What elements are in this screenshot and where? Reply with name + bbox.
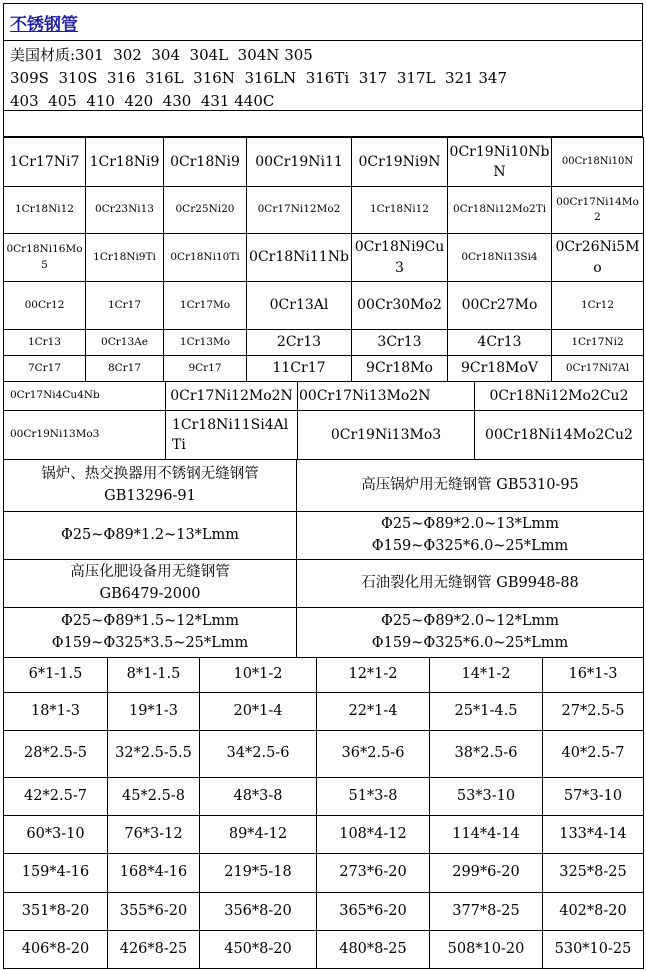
standard-code: GB13296-91 xyxy=(104,487,196,504)
grade-cell: 0Cr17Ni4Cu4Nb xyxy=(4,382,166,411)
size-cell: 325*8-25 xyxy=(543,854,644,893)
table-row xyxy=(4,693,644,731)
size-cell: 34*2.5-6 xyxy=(200,731,317,778)
blank-row xyxy=(3,111,643,137)
grade-cell: 00Cr17Ni14Mo2 xyxy=(552,187,644,234)
standard-title: 高压化肥设备用无缝钢管 xyxy=(70,563,230,580)
spec-line: Φ25~Φ89*1.5~12*Lmm xyxy=(60,612,240,629)
materials-line: 309S 310S 316 316L 316N 316LN 316Ti 317 317L 321 347 xyxy=(10,69,508,87)
size-cell: 351*8-20 xyxy=(4,893,108,931)
grade-cell: 7Cr17 xyxy=(4,356,86,382)
grade-cell: 3Cr13 xyxy=(352,330,448,356)
table-row xyxy=(4,608,644,658)
grade-cell: 0Cr17Ni12Mo2N xyxy=(166,382,298,411)
grade-cell: 0Cr19Ni9N xyxy=(352,138,448,187)
grade-cell: 0Cr19Ni13Mo3 xyxy=(298,411,475,460)
size-cell: 6*1-1.5 xyxy=(4,658,108,693)
size-cell: 25*1-4.5 xyxy=(430,693,543,731)
standard-cell: 石油裂化用无缝钢管 GB9948-88 xyxy=(297,560,644,608)
size-cell: 89*4-12 xyxy=(200,816,317,854)
grade-cell: 00Cr19Ni11 xyxy=(247,138,352,187)
materials-list xyxy=(10,44,507,113)
grade-cell: 1Cr13 xyxy=(4,330,86,356)
size-cell: 133*4-14 xyxy=(543,816,644,854)
size-cell: 51*3-8 xyxy=(317,778,430,816)
size-cell: 365*6-20 xyxy=(317,893,430,931)
table-row xyxy=(4,893,644,931)
table-row xyxy=(4,411,644,460)
grade-cell: 00Cr18Ni14Mo2Cu2 xyxy=(475,411,644,460)
standard-cell xyxy=(4,560,297,608)
size-cell: 8*1-1.5 xyxy=(108,658,200,693)
table-row xyxy=(4,512,644,560)
table-row xyxy=(4,658,644,693)
size-cell: 57*3-10 xyxy=(543,778,644,816)
grade-cell: 0Cr26Ni5Mo xyxy=(552,234,644,282)
size-cell: 60*3-10 xyxy=(4,816,108,854)
size-cell: 402*8-20 xyxy=(543,893,644,931)
size-cell: 36*2.5-6 xyxy=(317,731,430,778)
size-cell: 10*1-2 xyxy=(200,658,317,693)
size-cell: 355*6-20 xyxy=(108,893,200,931)
divider xyxy=(4,40,642,41)
grade-cell: 00Cr12 xyxy=(4,282,86,330)
grade-cell: 9Cr17 xyxy=(164,356,247,382)
grade-cell: 1Cr12 xyxy=(552,282,644,330)
size-cell: 18*1-3 xyxy=(4,693,108,731)
size-cell: 16*1-3 xyxy=(543,658,644,693)
size-cell: 53*3-10 xyxy=(430,778,543,816)
grade-cell: 0Cr18Ni12Mo2Cu2 xyxy=(475,382,644,411)
grade-cell: 1Cr18Ni9 xyxy=(86,138,164,187)
size-cell: 406*8-20 xyxy=(4,931,108,969)
spec-line: Φ25~Φ89*2.0~12*Lmm xyxy=(380,612,560,629)
size-cell: 32*2.5-5.5 xyxy=(108,731,200,778)
special-grades-table xyxy=(3,381,643,459)
size-cell: 40*2.5-7 xyxy=(543,731,644,778)
grade-cell: 1Cr17Mo xyxy=(164,282,247,330)
size-cell: 12*1-2 xyxy=(317,658,430,693)
table-row xyxy=(4,138,644,187)
grade-cell: 0Cr18Ni12Mo2Ti xyxy=(448,187,552,234)
standard-title: 锅炉、热交换器用不锈钢无缝钢管 xyxy=(41,465,259,482)
spec-cell xyxy=(297,608,644,658)
grade-cell: 0Cr25Ni20 xyxy=(164,187,247,234)
size-cell: 45*2.5-8 xyxy=(108,778,200,816)
grade-cell: 1Cr13Mo xyxy=(164,330,247,356)
table-row xyxy=(4,854,644,893)
grade-cell: 11Cr17 xyxy=(247,356,352,382)
grade-cell: 00Cr19Ni13Mo3 xyxy=(4,411,166,460)
pipe-standards-table xyxy=(3,459,643,657)
size-cell: 76*3-12 xyxy=(108,816,200,854)
size-cell: 273*6-20 xyxy=(317,854,430,893)
grade-cell: 1Cr18Ni9Ti xyxy=(86,234,164,282)
grade-cell: 1Cr17Ni7 xyxy=(4,138,86,187)
grade-cell: 4Cr13 xyxy=(448,330,552,356)
size-cell: 20*1-4 xyxy=(200,693,317,731)
page-title[interactable]: 不锈钢管 xyxy=(10,15,78,35)
table-row xyxy=(4,382,644,411)
size-cell: 299*6-20 xyxy=(430,854,543,893)
size-cell: 426*8-25 xyxy=(108,931,200,969)
table-row xyxy=(4,330,644,356)
grade-cell: 00Cr30Mo2 xyxy=(352,282,448,330)
grade-cell: 9Cr18Mo xyxy=(352,356,448,382)
grade-cell: 1Cr18Ni11Si4AlTi xyxy=(166,411,298,460)
table-row xyxy=(4,282,644,330)
size-cell: 27*2.5-5 xyxy=(543,693,644,731)
size-cell: 356*8-20 xyxy=(200,893,317,931)
size-cell: 450*8-20 xyxy=(200,931,317,969)
sizes-table xyxy=(3,657,643,968)
table-row xyxy=(4,187,644,234)
size-cell: 22*1-4 xyxy=(317,693,430,731)
grade-cell: 0Cr19Ni10NbN xyxy=(448,138,552,187)
table-row xyxy=(4,778,644,816)
spec-line: Φ159~Φ325*6.0~25*Lmm xyxy=(371,537,569,554)
grade-cell: 1Cr17Ni2 xyxy=(552,330,644,356)
grade-cell: 2Cr13 xyxy=(247,330,352,356)
size-cell: 219*5-18 xyxy=(200,854,317,893)
materials-line: 美国材质:301 302 304 304L 304N 305 xyxy=(10,46,313,64)
grade-cell: 1Cr17 xyxy=(86,282,164,330)
size-cell: 480*8-25 xyxy=(317,931,430,969)
spec-line: Φ159~Φ325*3.5~25*Lmm xyxy=(51,634,249,651)
size-cell: 530*10-25 xyxy=(543,931,644,969)
grade-cell: 00Cr17Ni13Mo2N xyxy=(298,382,475,411)
grade-cell: 0Cr18Ni9Cu3 xyxy=(352,234,448,282)
table-row xyxy=(4,234,644,282)
spec-line: Φ159~Φ325*6.0~25*Lmm xyxy=(371,634,569,651)
document-sheet xyxy=(3,3,643,968)
size-cell: 114*4-14 xyxy=(430,816,543,854)
size-cell: 48*3-8 xyxy=(200,778,317,816)
grade-cell: 9Cr18MoV xyxy=(448,356,552,382)
table-row xyxy=(4,356,644,382)
size-cell: 38*2.5-6 xyxy=(430,731,543,778)
spec-cell: Φ25~Φ89*1.2~13*Lmm xyxy=(4,512,297,560)
grade-cell: 00Cr18Ni10N xyxy=(552,138,644,187)
grade-cell: 0Cr18Ni11Nb xyxy=(247,234,352,282)
spec-cell xyxy=(297,512,644,560)
grade-cell: 0Cr17Ni7Al xyxy=(552,356,644,382)
grade-cell: 0Cr18Ni16Mo5 xyxy=(4,234,86,282)
size-cell: 19*1-3 xyxy=(108,693,200,731)
size-cell: 159*4-16 xyxy=(4,854,108,893)
grade-cell: 0Cr18Ni10Ti xyxy=(164,234,247,282)
grade-cell: 8Cr17 xyxy=(86,356,164,382)
grade-cell: 0Cr13Ae xyxy=(86,330,164,356)
table-row xyxy=(4,931,644,969)
spec-cell xyxy=(4,608,297,658)
grade-cell: 1Cr18Ni12 xyxy=(4,187,86,234)
size-cell: 508*10-20 xyxy=(430,931,543,969)
table-row xyxy=(4,560,644,608)
grades-table xyxy=(3,137,643,381)
size-cell: 14*1-2 xyxy=(430,658,543,693)
size-cell: 42*2.5-7 xyxy=(4,778,108,816)
grade-cell: 0Cr18Ni9 xyxy=(164,138,247,187)
table-row xyxy=(4,460,644,512)
standard-cell: 高压锅炉用无缝钢管 GB5310-95 xyxy=(297,460,644,512)
standard-code: GB6479-2000 xyxy=(99,585,201,602)
table-row xyxy=(4,816,644,854)
size-cell: 168*4-16 xyxy=(108,854,200,893)
grade-cell: 1Cr18Ni12 xyxy=(352,187,448,234)
grade-cell: 0Cr13Al xyxy=(247,282,352,330)
standard-cell xyxy=(4,460,297,512)
grade-cell: 0Cr23Ni13 xyxy=(86,187,164,234)
size-cell: 28*2.5-5 xyxy=(4,731,108,778)
grade-cell: 00Cr27Mo xyxy=(448,282,552,330)
table-row xyxy=(4,731,644,778)
header-section xyxy=(3,3,643,111)
size-cell: 377*8-25 xyxy=(430,893,543,931)
grade-cell: 0Cr18Ni13Si4 xyxy=(448,234,552,282)
grade-cell: 0Cr17Ni12Mo2 xyxy=(247,187,352,234)
size-cell: 108*4-12 xyxy=(317,816,430,854)
materials-line: 403 405 410 420 430 431 440C xyxy=(10,92,275,110)
spec-line: Φ25~Φ89*2.0~13*Lmm xyxy=(380,515,560,532)
